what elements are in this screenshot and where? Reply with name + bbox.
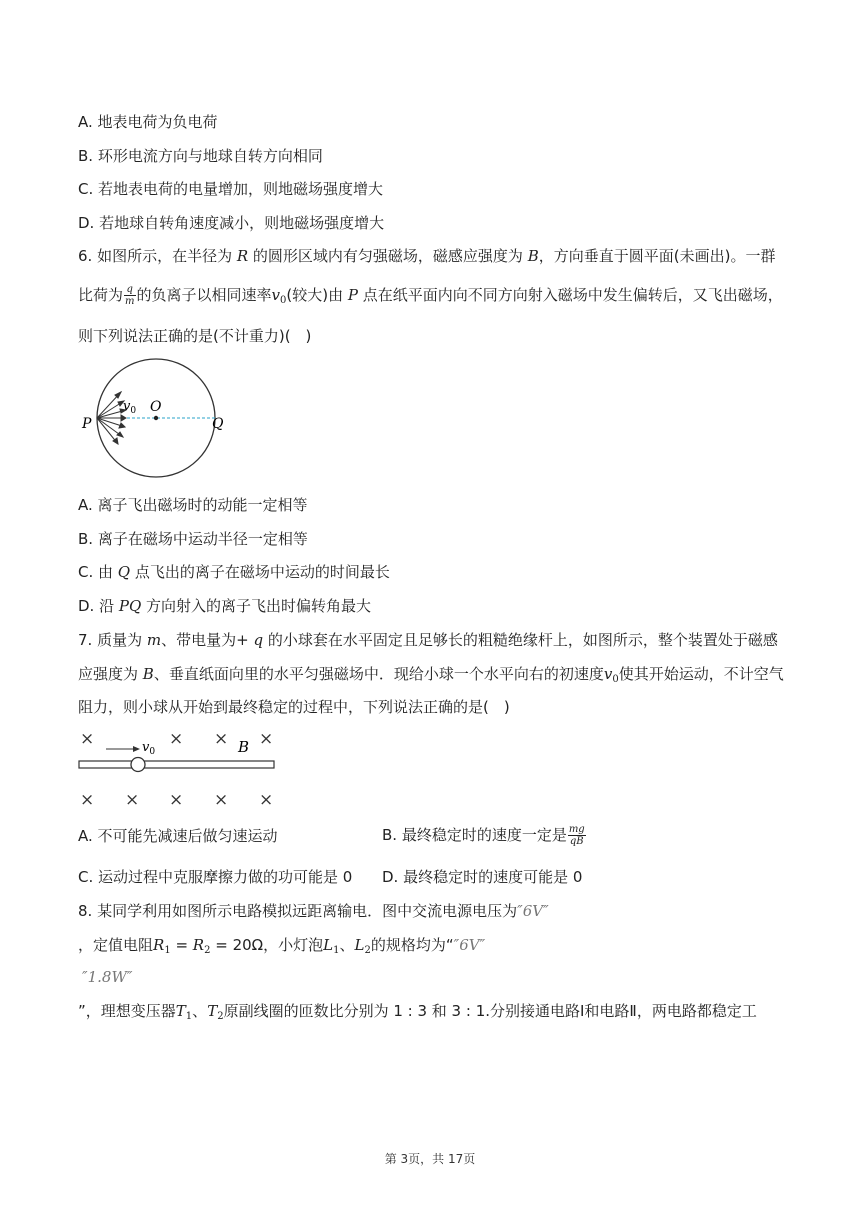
svg-text:×: × [259,729,274,749]
q7-stem-line2: 应强度为 B、垂直纸面向里的水平匀强磁场中．现给小球一个水平向右的初速度$v_0$使其开始运动，不计空气 [78,665,784,685]
svg-text:×: × [169,790,184,810]
q8-stem-line2: ，定值电阻$R_1 = R_2 = 20\Omega$，小灯泡$L_1$、$L_2$的规格均为“″6V″ [78,936,486,956]
q7-stem-line1: 7. 质量为 m、带电量为+ q 的小球套在水平固定且足够长的粗糙绝缘杆上，如图所示，整个装置处于磁感 [78,631,778,649]
q5-option-b: B. 环形电流方向与地球自转方向相同 [78,147,323,165]
q6-stem-line2: 比荷为 $\frac{q}{m}$ 的负离子以相同速率$v_0$(较大)由 P 点在纸平面内向不同方向射入磁场中发生偏转后，又飞出磁场， [78,284,783,307]
q7-stem-line3: 阻力，则小球从开始到最终稳定的过程中，下列说法正确的是( ) [78,698,510,716]
q8-stem-line3: ″1.8W″ [82,968,133,986]
q6-stem-line1: 6. 如图所示，在半径为 R 的圆形区域内有匀强磁场，磁感应强度为 B，方向垂直于圆平面(未画出)。一群 [78,247,776,265]
svg-text:×: × [259,790,274,810]
q7-option-c: C. 运动过程中克服摩擦力做的功可能是 0 [78,868,353,886]
point-q-label: Q [212,416,224,432]
q8-stem-line1: 8. 某同学利用如图所示电路模拟远距离输电．图中交流电源电压为″6V″ [78,902,549,920]
ball-velocity-label: $v_0$ [142,740,156,757]
q5-option-a: A. 地表电荷为负电荷 [78,113,218,131]
center-o-label: O [150,399,162,415]
svg-text:×: × [80,729,95,749]
q5-option-d: D. 若地球自转角速度减小，则地磁场强度增大 [78,214,385,232]
q6-option-d: D. 沿 PQ 方向射入的离子飞出时偏转角最大 [78,597,372,615]
q7-option-d: D. 最终稳定时的速度可能是 0 [382,868,583,886]
q7-option-a: A. 不可能先减速后做匀速运动 [78,827,278,845]
q7-option-b: B. 最终稳定时的速度一定是 $\frac{mg}{qB}$ [382,824,585,847]
velocity-v0-label: $v_0$ [123,399,137,416]
q6-option-c: C. 由 Q 点飞出的离子在磁场中运动的时间最长 [78,563,390,581]
mg-over-qb-fraction: $\frac{mg}{qB}$ [568,824,585,847]
svg-text:×: × [169,729,184,749]
insulating-rod [79,761,274,768]
svg-text:×: × [214,790,229,810]
q6-option-a: A. 离子飞出磁场时的动能一定相等 [78,496,308,514]
q5-option-c: C. 若地表电荷的电量增加，则地磁场强度增大 [78,180,384,198]
field-b-label: B [238,738,250,756]
svg-text:×: × [80,790,95,810]
q6-stem-line3: 则下列说法正确的是(不计重力)( ) [78,327,312,345]
circular-field-figure [78,355,238,485]
svg-text:×: × [214,729,229,749]
svg-text:×: × [125,790,140,810]
page-footer: 第 3页，共 17页 [384,1152,476,1166]
charged-ball [131,758,145,772]
rod-ball-field-figure [78,728,288,813]
q6-option-b: B. 离子在磁场中运动半径一定相等 [78,530,308,548]
velocity-arrow [133,746,140,752]
point-p-label: P [82,416,92,432]
charge-mass-ratio-fraction: $\frac{q}{m}$ [125,284,135,307]
q8-stem-line4: ”，理想变压器$T_1$、$T_2$原副线圈的匝数比分别为 1 : 3 和 3 : 1.分别接通电路Ⅰ和电路Ⅱ，两电路都稳定工 [78,1002,757,1022]
